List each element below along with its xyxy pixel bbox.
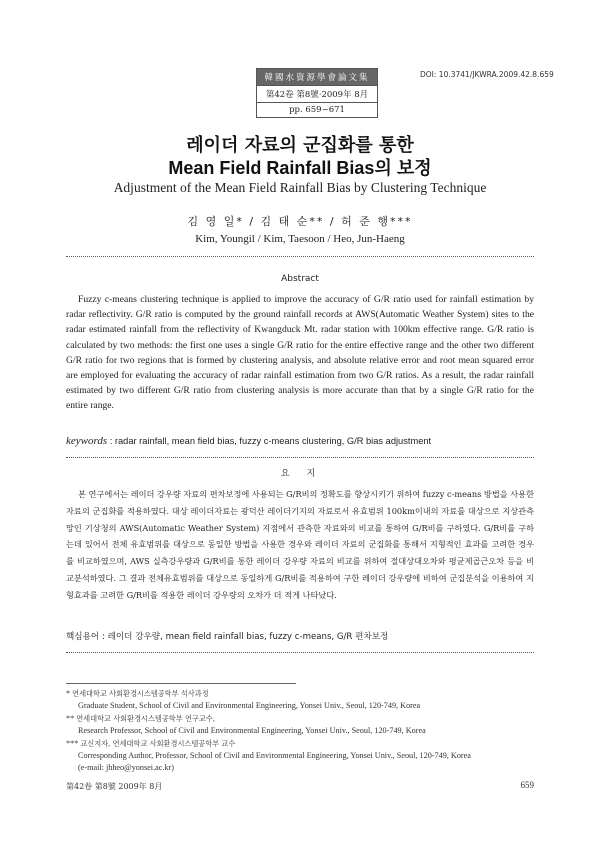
footnote-email: (e-mail: jhheo@yonsei.ac.kr) — [78, 763, 174, 773]
abstract-heading: Abstract — [281, 274, 319, 284]
keywords — [66, 435, 534, 447]
footnote-ko: 연세대학교 사회환경시스템공학부 석사과정 — [72, 689, 209, 698]
footnote-ko: 교신저자, 연세대학교 사회환경시스템공학부 교수 — [80, 739, 236, 748]
footnote-en: Graduate Student, School of Civil and Environmental Engineering, Yonsei Univ., Seoul, 120-749, Korea — [78, 701, 421, 711]
footnote-mark: *** — [66, 739, 79, 748]
journal-volume: 第42卷 第8號·2009年 8月 — [257, 85, 377, 102]
footer-journal-issue: 第42卷 第8號 2009年 8月 — [66, 782, 163, 791]
footnote-en: Corresponding Author, Professor, School of Civil and Environmental Engineering, Yonsei Univ., Seoul, 120-749, Korea — [78, 751, 471, 761]
footnote-ko: 연세대학교 사회환경시스템공학부 연구교수, — [76, 714, 216, 723]
footnote-en: Research Professor, School of Civil and Environmental Engineering, Yonsei Univ., Seoul, 120-749, Korea — [78, 726, 426, 736]
journal-name: 韓國水資源學會論文集 — [257, 69, 377, 85]
title-korean-line2: Mean Field Rainfall Bias의 보정 — [168, 158, 432, 178]
footnote-2 — [66, 713, 534, 737]
footnote-3 — [66, 738, 534, 775]
title-english: Adjustment of the Mean Field Rainfall Bias by Clustering Technique — [113, 180, 487, 195]
keywords-korean: 핵심용어 : 레이더 강우량, mean field rainfall bias, fuzzy c-means, G/R 편차보정 — [66, 632, 389, 642]
footnote-mark: ** — [66, 714, 75, 723]
divider — [66, 457, 534, 458]
summary-heading: 요 지 — [280, 469, 320, 479]
footnote-mark: * — [66, 689, 71, 698]
divider — [66, 256, 534, 257]
journal-info-box — [256, 68, 378, 118]
summary-text: 본 연구에서는 레이더 강우량 자료의 편차보정에 사용되는 G/R비의 정확도를 향상시키기 위하여 fuzzy c-means 방법을 사용한 자료의 군집화를 적용하였다. 대상 레이더자료는 광덕산 레이더기지의 자료로서 유효범위 100km이내의 자료를 대상으로 지상관측망인 기상청의 AWS(Automatic Weather System) 지점에서 관측한 자료와의 비교를 통하여 G/R비를 구하였다. G/R비를 구하는데 있어서 전체 유효범위를 대상으로 동일한 방법을 사용한 경우와 레이더 자료의 군집화를 통해서 지형적인 효과를 고려한 경우를 비교하였으며, AWS 실측강우량과 G/R비를 통한 레이더 강우량 자료의 비교를 위하여 절대상대오차와 평균제곱근오차 등을 비교분석하였다. 그 결과 전체유효범위를 대상으로 동일하게 G/R비를 적용하여 구한 레이더 강우량에 비하여 군집분석을 이용하여 지형효과를 고려한 G/R비를 적용한 레이더 강우량의 오차가 더 적게 나타났다. — [66, 489, 534, 600]
keywords-text: : radar rainfall, mean field bias, fuzzy c-means clustering, G/R bias adjustment — [109, 436, 432, 446]
divider — [66, 652, 534, 653]
authors-english: Kim, Youngil / Kim, Taesoon / Heo, Jun-Haeng — [195, 233, 405, 245]
footnote-1 — [66, 688, 534, 712]
keywords-label: keywords — [66, 435, 108, 447]
page-number: 659 — [520, 780, 534, 790]
authors-korean: 김 영 일* / 김 태 순** / 허 준 행*** — [187, 215, 413, 228]
title-korean-line1: 레이더 자료의 군집화를 통한 — [186, 135, 414, 156]
abstract-text: Fuzzy c-means clustering technique is applied to improve the accuracy of G/R ratio used for rainfall estimation by radar reflectivity. G/R ratio is computed by the ground rainfall records at AWS(Automatic Weather System) sites to the radar estimated rainfall from the reflectivity of Kwangduck Mt. radar station with 100km effective range. G/R ratio is calculated by two methods: the first one uses a single G/R ratio for the entire effective range and the other two different G/R ratio for two regions that is formed by clustering analysis, and absolute relative error and root mean squared error are employed for evaluating the accuracy of radar rainfall estimation from two G/R ratios. As a result, the radar rainfall estimated by two different G/R ratio from clustering analysis is more accurate than that by a single G/R ratio for the entire range. — [66, 294, 534, 412]
footnote-rule — [66, 683, 296, 684]
journal-pages: pp. 659~671 — [257, 102, 377, 117]
doi: DOI: 10.3741/JKWRA.2009.42.8.659 — [420, 70, 554, 79]
